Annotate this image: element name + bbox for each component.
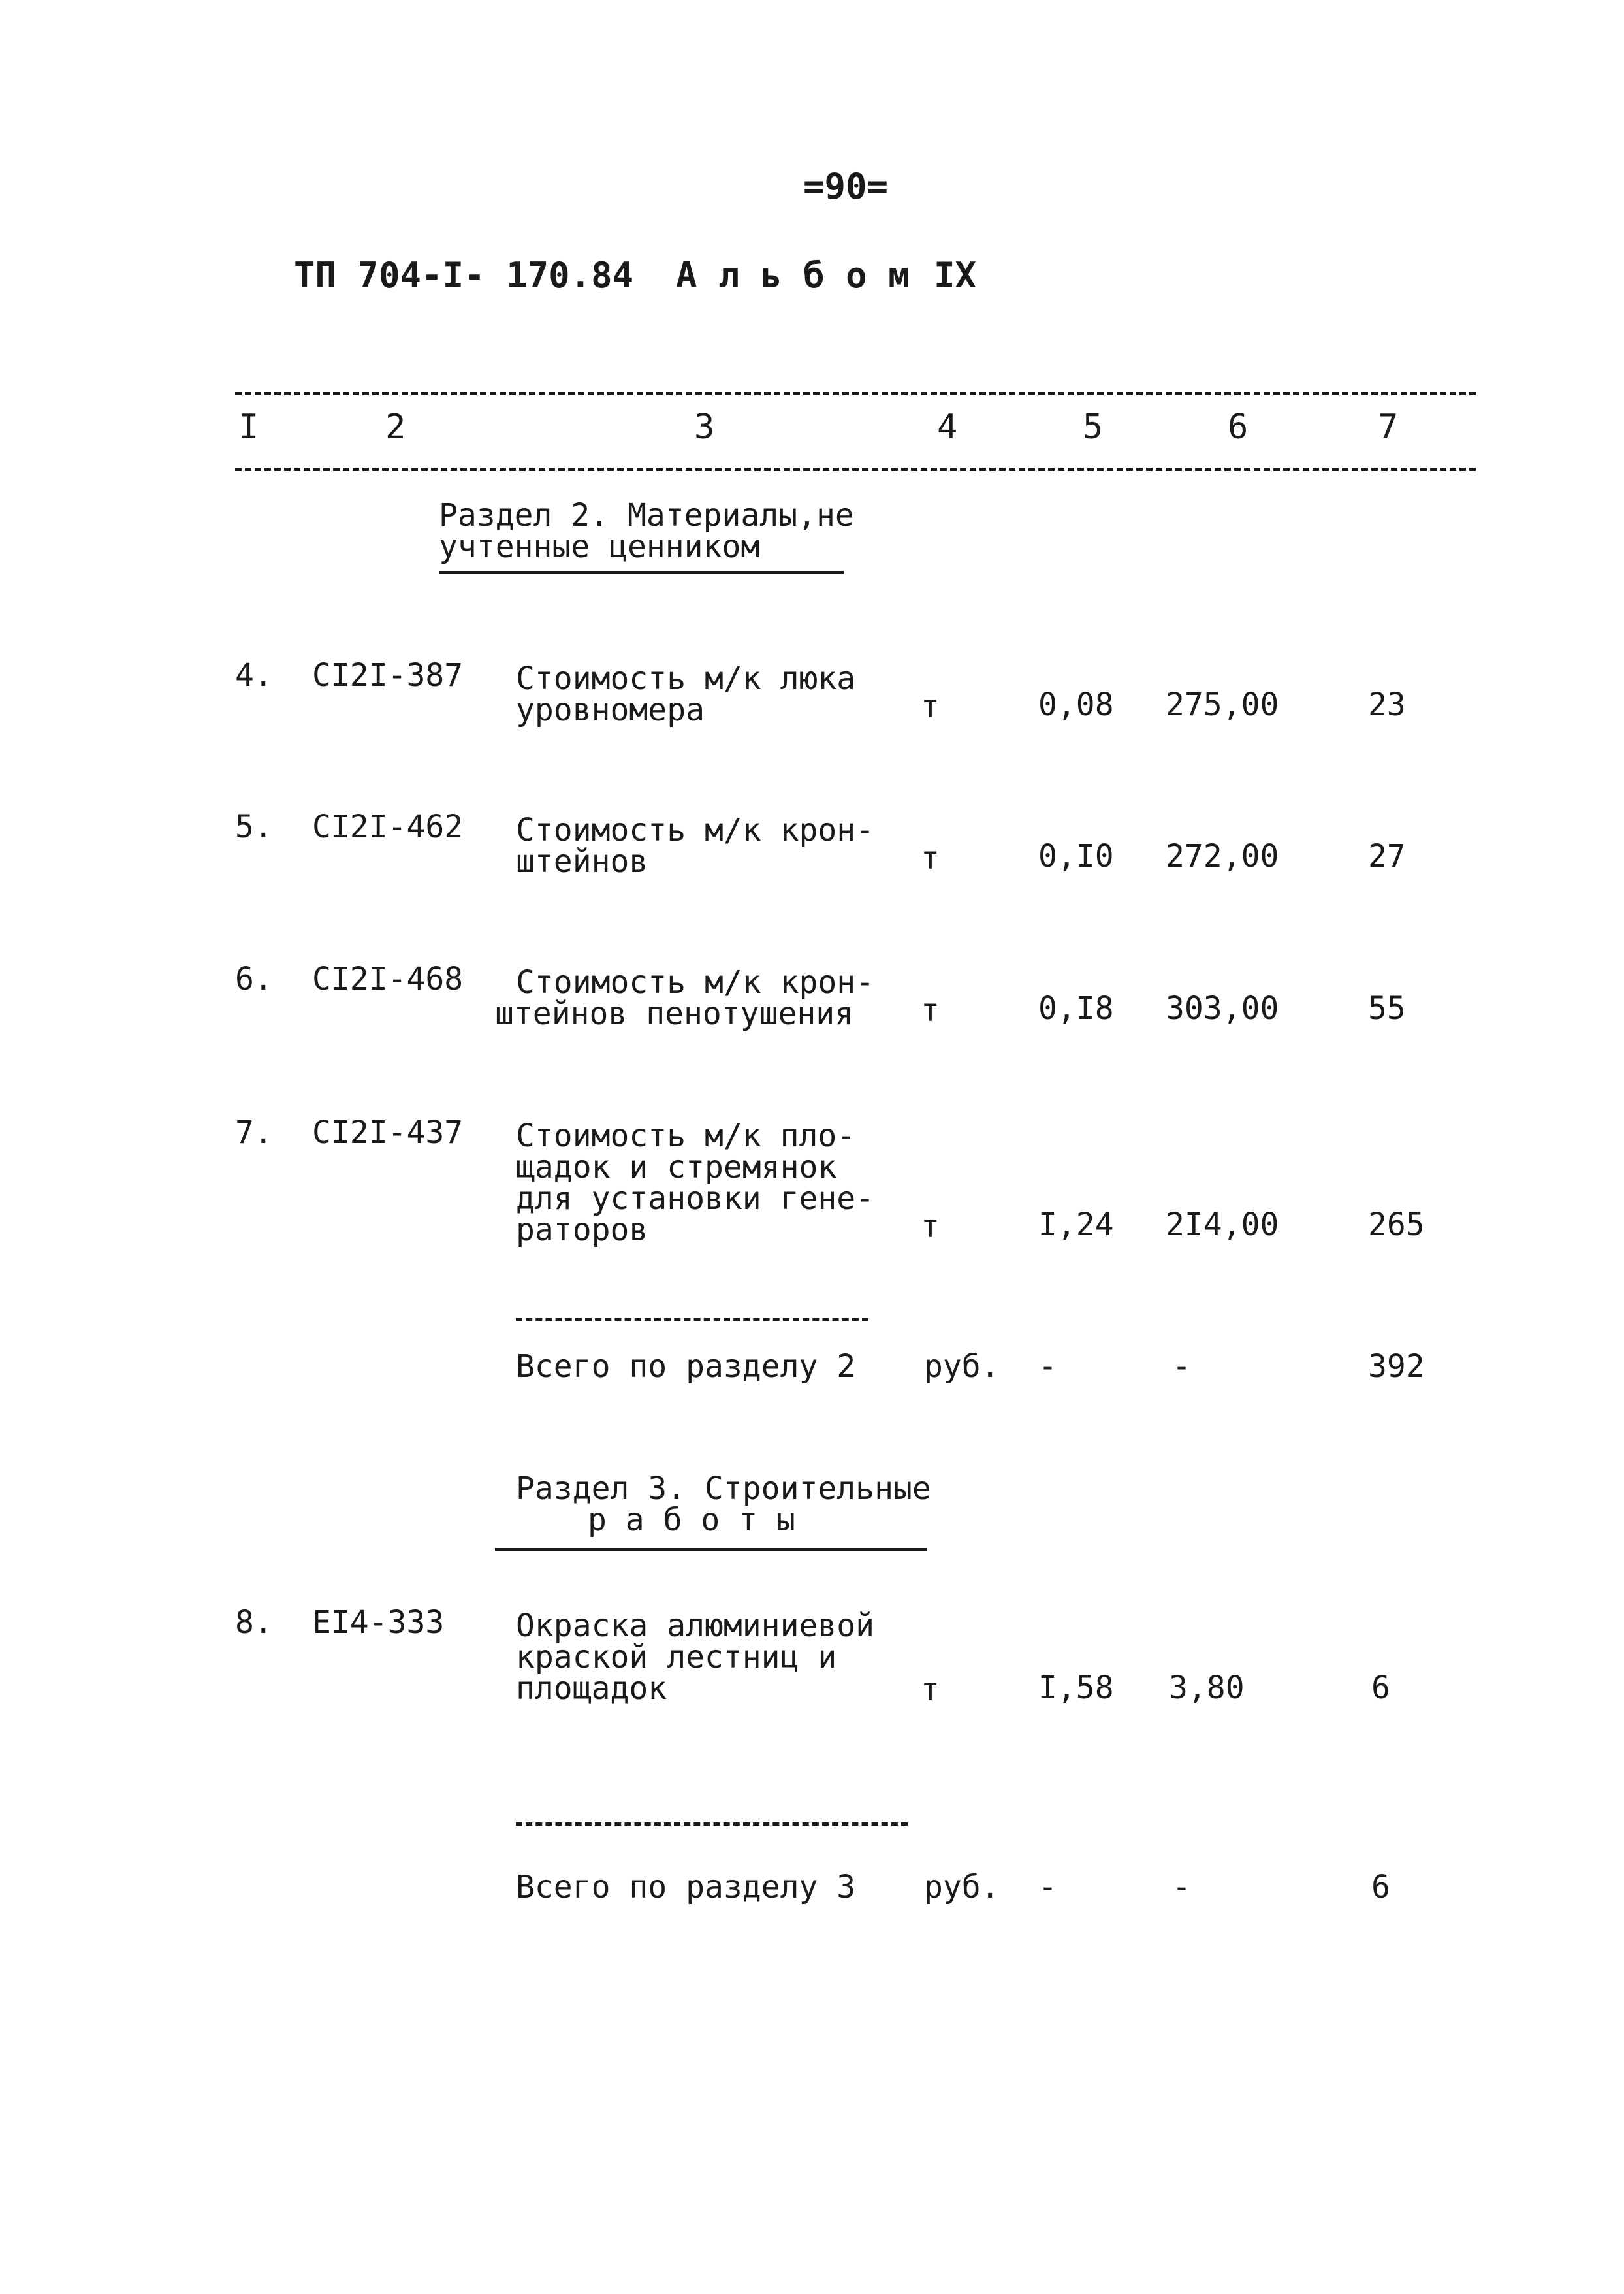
row-number: 5. [235,809,273,845]
col-header-2: 2 [385,408,406,447]
row-total: 27 [1368,838,1406,875]
section-2-title-line-2: учтенные ценником [439,528,760,565]
row-total: 6 [1371,1670,1390,1706]
row-unit: т [921,1672,940,1708]
row-description-line: уровномера [516,692,705,728]
total-price: - [1172,1869,1191,1905]
header-bottom-rule [235,468,1476,471]
row-quantity: 0,I8 [1038,990,1114,1027]
total-value: 6 [1371,1869,1390,1905]
row-quantity: 0,I0 [1038,838,1114,875]
section-3-title-line-1: Раздел 3. Строительные [516,1470,931,1507]
row-quantity: I,24 [1038,1206,1114,1243]
row-code: СI2I-387 [312,657,464,694]
row-unit: т [921,992,940,1029]
col-header-4: 4 [937,408,958,447]
total-quantity: - [1038,1348,1057,1385]
album-number: IX [934,255,977,296]
row-number: 6. [235,961,273,997]
row-description-line: штейнов [516,843,648,880]
row-code: СI2I-462 [312,809,464,845]
row-description-line: Окраска алюминиевой [516,1607,875,1644]
subtotal-rule [516,1318,868,1321]
col-header-3: 3 [694,408,715,447]
row-unit: т [921,688,940,725]
row-description-line: Стоимость м/к люка [516,660,856,697]
page-number: =90= [803,166,889,207]
col-header-5: 5 [1083,408,1104,447]
total-unit: руб. [924,1869,1000,1905]
row-description-line: краской лестниц и [516,1639,837,1675]
total-unit: руб. [924,1348,1000,1385]
row-code: СI2I-468 [312,961,464,997]
row-total: 23 [1368,687,1406,723]
row-price: 2I4,00 [1166,1206,1279,1243]
row-unit: т [921,840,940,877]
row-number: 8. [235,1604,273,1641]
total-label: Всего по разделу 2 [516,1348,856,1385]
doc-code: ТП 704-I- 170.84 [294,255,634,296]
total-quantity: - [1038,1869,1057,1905]
row-quantity: I,58 [1038,1670,1114,1706]
section-2-underline [439,571,844,574]
header-top-rule [235,392,1476,395]
row-unit: т [921,1208,940,1245]
total-label: Всего по разделу 3 [516,1869,856,1905]
album-label: А л ь б о м [676,255,910,296]
row-quantity: 0,08 [1038,687,1114,723]
row-code: ЕI4-333 [312,1604,445,1641]
row-description-line: раторов [516,1212,648,1248]
row-description-line: Стоимость м/к крон- [516,964,875,1001]
row-description-line: для установки гене- [516,1180,875,1217]
col-header-6: 6 [1228,408,1249,447]
total-value: 392 [1368,1348,1425,1385]
col-header-1: I [238,408,259,447]
row-total: 265 [1368,1206,1425,1243]
section-2-title-line-1: Раздел 2. Материалы,не [439,497,854,534]
section-3-underline [495,1548,927,1551]
row-description-line: штейнов пенотушения [495,995,854,1032]
row-description-line: площадок [516,1670,667,1707]
row-price: 272,00 [1166,838,1279,875]
row-description-line: Стоимость м/к пло- [516,1118,856,1154]
row-total: 55 [1368,990,1406,1027]
row-description-line: щадок и стремянок [516,1149,837,1186]
row-price: 3,80 [1169,1670,1245,1706]
total-price: - [1172,1348,1191,1385]
row-number: 7. [235,1114,273,1151]
row-description-line: Стоимость м/к крон- [516,812,875,848]
row-number: 4. [235,657,273,694]
col-header-7: 7 [1378,408,1399,447]
row-code: СI2I-437 [312,1114,464,1151]
section-3-title-line-2: р а б о т ы [588,1502,795,1538]
subtotal-rule [516,1822,908,1826]
row-price: 303,00 [1166,990,1279,1027]
row-price: 275,00 [1166,687,1279,723]
